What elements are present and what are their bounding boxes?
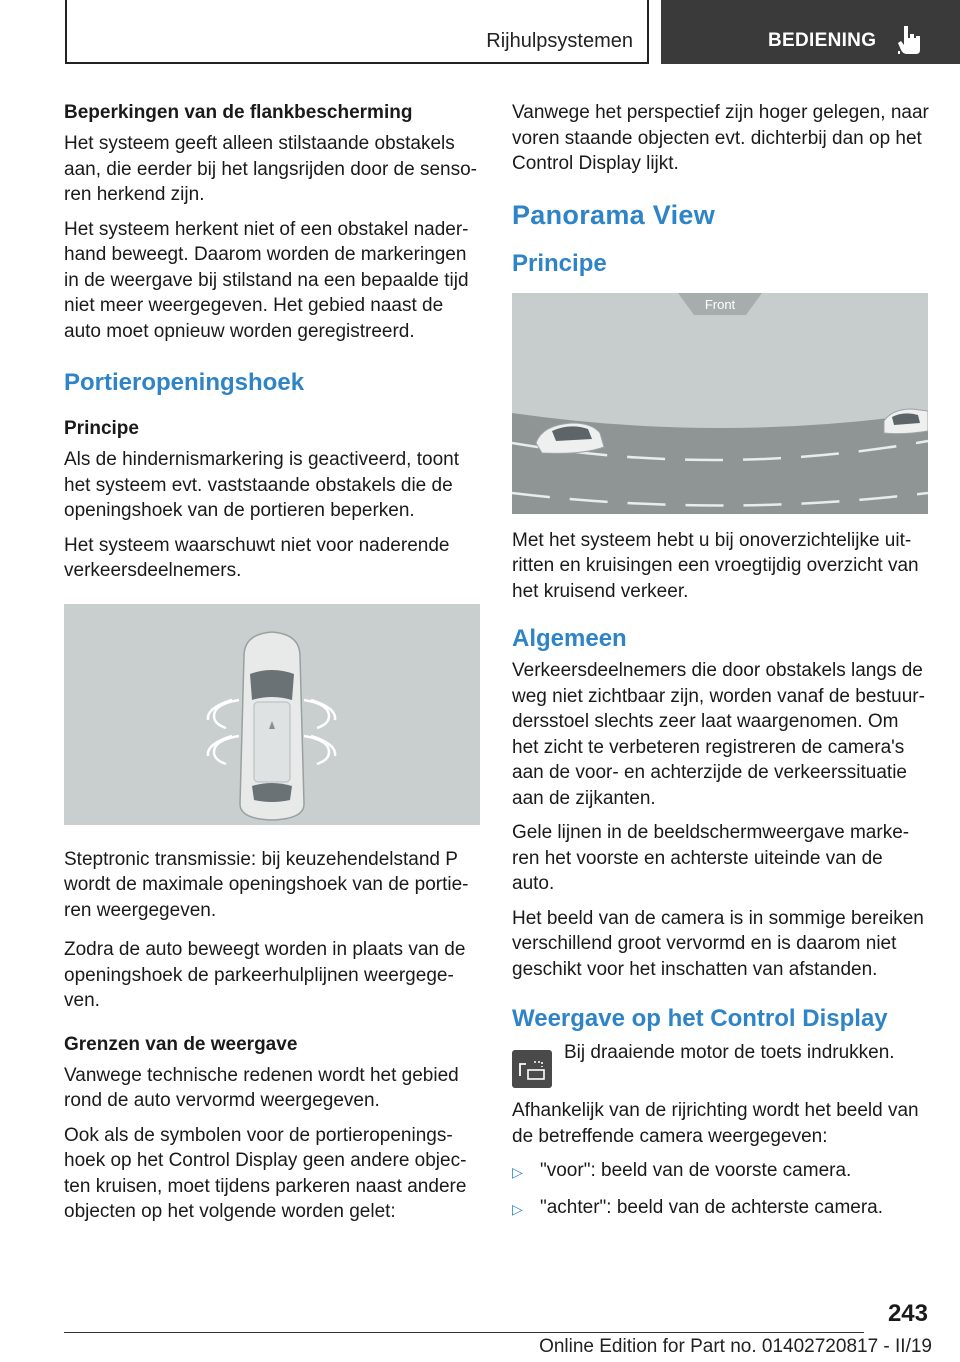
header-chapter-tab [661,0,960,64]
list-item: ▷ "voor": beeld van de voorste camera. [512,1158,930,1186]
right-column [512,100,930,1231]
footer-divider [64,1332,864,1333]
paragraph: Het systeem waarschuwt niet voor naderende verkeersdeelnemers. [64,534,450,581]
paragraph: Het systeem geeft alleen stilstaande obstakels aan, die eerder bij het langsrijden door de senso-ren herkend zijn. [64,133,477,205]
door-opening-illustration [64,604,480,825]
paragraph: Gele lijnen in de beeldschermweergave marke-ren het voorste en achterste uiteinde van de auto. [512,822,910,894]
list-item: ▷ "achter": beeld van de achterste camera. [512,1195,930,1223]
heading-weergave-control-display: Weergave op het Control Display [512,1005,888,1032]
chapter-title: BEDIENING [768,30,877,51]
heading-panorama-view: Panorama View [512,199,715,230]
paragraph: Verkeersdeelnemers die door obstakels langs de weg niet zichtbaar zijn, worden vanaf de bestuur-dersstoel slechts zeer laat waargenomen. Om het zicht te verbeteren registreren de camera's aan de voor- en achterzijde de verkeerssituatie aan de zijkanten. [512,660,925,809]
header-section-tab [65,0,649,64]
left-column [64,100,482,1234]
paragraph: Het systeem herkent niet of een obstakel nader-hand beweegt. Daarom worden de markeringen in de weergave bij stilstand na een bepaalde tijd niet meer weergegeven. Het gebied naast de auto moet opnieuw worden geregistreerd. [64,218,469,342]
hand-pointer-icon [895,24,925,56]
instruction-row [512,1040,930,1088]
panorama-camera-image [512,293,928,514]
paragraph: Zodra de auto beweegt worden in plaats van de openingshoek de parkeerhulplijnen weergege-ven. [64,939,466,1011]
heading-portieropeningshoek: Portieropeningshoek [64,369,305,396]
footer-edition: Online Edition for Part no. 01402720817 - II/19 [539,1336,932,1357]
paragraph: Steptronic transmissie: bij keuzehendelstand P wordt de maximale openingshoek van de portie-ren weergegeven. [64,848,469,921]
section-title: Rijhulpsystemen [486,30,633,52]
heading-principe: Principe [512,249,607,277]
paragraph: Ook als de symbolen voor de portieropenings-hoek op het Control Display geen andere objec-ten kruisen, moet tijdens parkeren naast andere objecten op het volgende worden gelet: [64,1124,467,1222]
triangle-bullet-icon: ▷ [512,1164,523,1180]
heading-algemeen: Algemeen [512,625,627,652]
heading-grenzen: Grenzen van de weergave [64,1033,298,1055]
triangle-bullet-icon: ▷ [512,1200,523,1217]
panorama-view-illustration [512,293,928,514]
paragraph: Als de hindernismarkering is geactiveerd, toont het systeem evt. vaststaande obstakels die de openingshoek van de portieren beperken. [64,449,459,521]
paragraph: Vanwege het perspectief zijn hoger gelegen, naar voren staande objecten evt. dichterbij dan op het Control Display lijkt. [512,102,929,174]
paragraph: Met het systeem hebt u bij onoverzichtelijke uit-ritten en kruisingen een vroegtijdig overzicht van het kruisend verkeer. [512,529,919,602]
paragraph: Bij draaiende motor de toets indrukken. [564,1042,895,1063]
paragraph: Het beeld van de camera is in sommige bereiken verschillend groot vervormd en is daarom niet geschikt voor het inschatten van afstanden. [512,907,924,980]
heading-principe: Principe [64,418,139,439]
heading-flank-limits: Beperkingen van de flankbescherming [64,102,413,123]
camera-button-icon [512,1050,552,1088]
car-topview-image [64,604,480,825]
paragraph: Vanwege technische redenen wordt het gebied rond de auto vervormd weergegeven. [64,1064,459,1111]
front-label: Front [704,296,736,312]
page-number: 243 [887,1300,928,1327]
paragraph: Afhankelijk van de rijrichting wordt het beeld van de betreffende camera weergegeven: [512,1100,919,1147]
